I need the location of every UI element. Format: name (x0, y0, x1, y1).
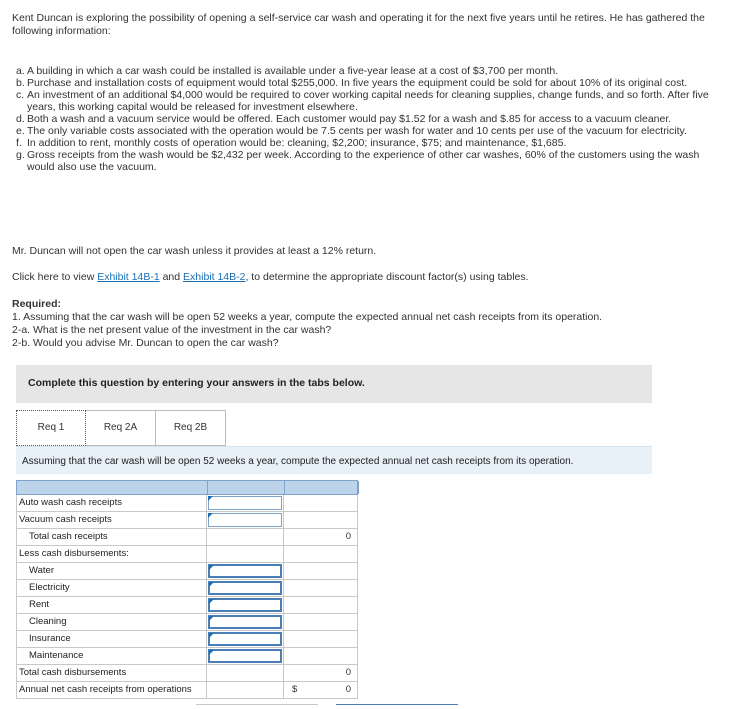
info-item-text: Both a wash and a vacuum service would be offered. Each customer would pay $1.52 for a wash and $.85 for access to a vacuum cleaner. (27, 113, 672, 125)
vacuum-input[interactable] (208, 513, 282, 527)
water-label: Water (29, 565, 54, 576)
annual-net-currency: $ (292, 684, 298, 695)
divider (196, 704, 318, 705)
info-item-letter: b. (16, 77, 25, 89)
cleaning-label: Cleaning (29, 616, 67, 627)
annual-net-label: Annual net cash receipts from operations (19, 684, 192, 695)
required-heading: Required: (12, 298, 62, 310)
info-item-letter: c. (16, 89, 25, 101)
auto-wash-input[interactable] (208, 496, 282, 510)
exhibit-14b-2-link[interactable]: Exhibit 14B-2 (183, 271, 246, 283)
total-receipts-label: Total cash receipts (29, 531, 108, 542)
insurance-input[interactable] (208, 632, 282, 646)
click-before: Click here to view (12, 271, 98, 283)
info-item (16, 65, 722, 77)
tab-bar (16, 410, 226, 446)
table-row (16, 580, 358, 597)
insurance-label: Insurance (29, 633, 71, 644)
required-q2a: 2-a. What is the net present value of the investment in the car wash? (12, 324, 332, 336)
less-disbursements-label: Less cash disbursements: (19, 548, 129, 559)
table-row (16, 546, 358, 563)
table-row (16, 597, 358, 614)
intro-text: Kent Duncan is exploring the possibility of opening a self-service car wash and operating it for the next five years until he retires. He has gathered the following information: (12, 12, 705, 37)
info-item-text: A building in which a car wash could be installed is available under a five-year lease at a cost of $3,700 per month. (27, 65, 559, 77)
total-disbursements-value: 0 (345, 667, 351, 678)
required-q1: 1. Assuming that the car wash will be open 52 weeks a year, compute the expected annual net cash receipts from its operation. (12, 311, 603, 323)
info-item-letter: f. (16, 137, 22, 149)
info-item-text: Gross receipts from the wash would be $2,432 per week. According to the experience of other car washes, 60% of the customers using the wash would also use the vacuum. (27, 149, 700, 173)
tab-req-1[interactable]: Req 1 (16, 410, 86, 446)
required-q2b: 2-b. Would you advise Mr. Duncan to open the car wash? (12, 337, 279, 349)
complete-banner (16, 365, 652, 403)
click-after: , to determine the appropriate discount factor(s) using tables. (245, 271, 529, 283)
info-item-text: An investment of an additional $4,000 would be required to cover working capital needs for cleaning supplies, change funds, and so forth. After five years, this working capital would be released for investment elsewhere. (27, 89, 709, 113)
table-row (16, 563, 358, 580)
info-item-text: In addition to rent, monthly costs of operation would be: cleaning, $2,200; insurance, $75; and maintenance, $1,685. (27, 137, 567, 149)
table-header-row (16, 480, 358, 495)
divider (336, 704, 458, 705)
return-text: Mr. Duncan will not open the car wash unless it provides at least a 12% return. (12, 245, 377, 257)
info-item (16, 149, 722, 173)
info-item (16, 125, 722, 137)
cleaning-input[interactable] (208, 615, 282, 629)
info-list (16, 65, 722, 173)
info-item-text: Purchase and installation costs of equipment would total $255,000. In five years the equipment could be sold for about 10% of its original cost. (27, 77, 688, 89)
info-item (16, 137, 722, 149)
info-item-letter: a. (16, 65, 25, 77)
table-row (16, 614, 358, 631)
info-item (16, 77, 722, 89)
cash-receipts-table (16, 480, 358, 699)
maintenance-label: Maintenance (29, 650, 84, 661)
electricity-label: Electricity (29, 582, 70, 593)
info-item-letter: g. (16, 149, 25, 161)
complete-label: Complete this question by entering your answers in the tabs below. (28, 377, 365, 389)
table-row (16, 495, 358, 512)
auto-wash-label: Auto wash cash receipts (19, 497, 122, 508)
table-row (16, 682, 358, 699)
total-disbursements-label: Total cash disbursements (19, 667, 127, 678)
tab-req-2b[interactable]: Req 2B (156, 410, 226, 446)
table-row (16, 529, 358, 546)
info-item (16, 113, 722, 125)
tab-req-2a[interactable]: Req 2A (86, 410, 156, 446)
electricity-input[interactable] (208, 581, 282, 595)
instruction-text: Assuming that the car wash will be open 52 weeks a year, compute the expected annual net cash receipts from its operation. (22, 456, 574, 467)
total-receipts-value: 0 (345, 531, 351, 542)
vacuum-label: Vacuum cash receipts (19, 514, 112, 525)
instruction-bar (16, 446, 652, 474)
table-row (16, 512, 358, 529)
table-row (16, 665, 358, 682)
exhibit-line (12, 271, 529, 283)
table-row (16, 631, 358, 648)
table-row (16, 648, 358, 665)
click-middle: and (159, 271, 184, 283)
maintenance-input[interactable] (208, 649, 282, 663)
exhibit-14b-1-link[interactable]: Exhibit 14B-1 (97, 271, 160, 283)
rent-label: Rent (29, 599, 50, 610)
rent-input[interactable] (208, 598, 282, 612)
info-item-letter: d. (16, 113, 25, 125)
info-item-letter: e. (16, 125, 25, 137)
water-input[interactable] (208, 564, 282, 578)
annual-net-value: 0 (345, 684, 351, 695)
info-item-text: The only variable costs associated with the operation would be 7.5 cents per wash for water and 10 cents per use of the vacuum for electricity. (27, 125, 687, 137)
info-item (16, 89, 722, 113)
